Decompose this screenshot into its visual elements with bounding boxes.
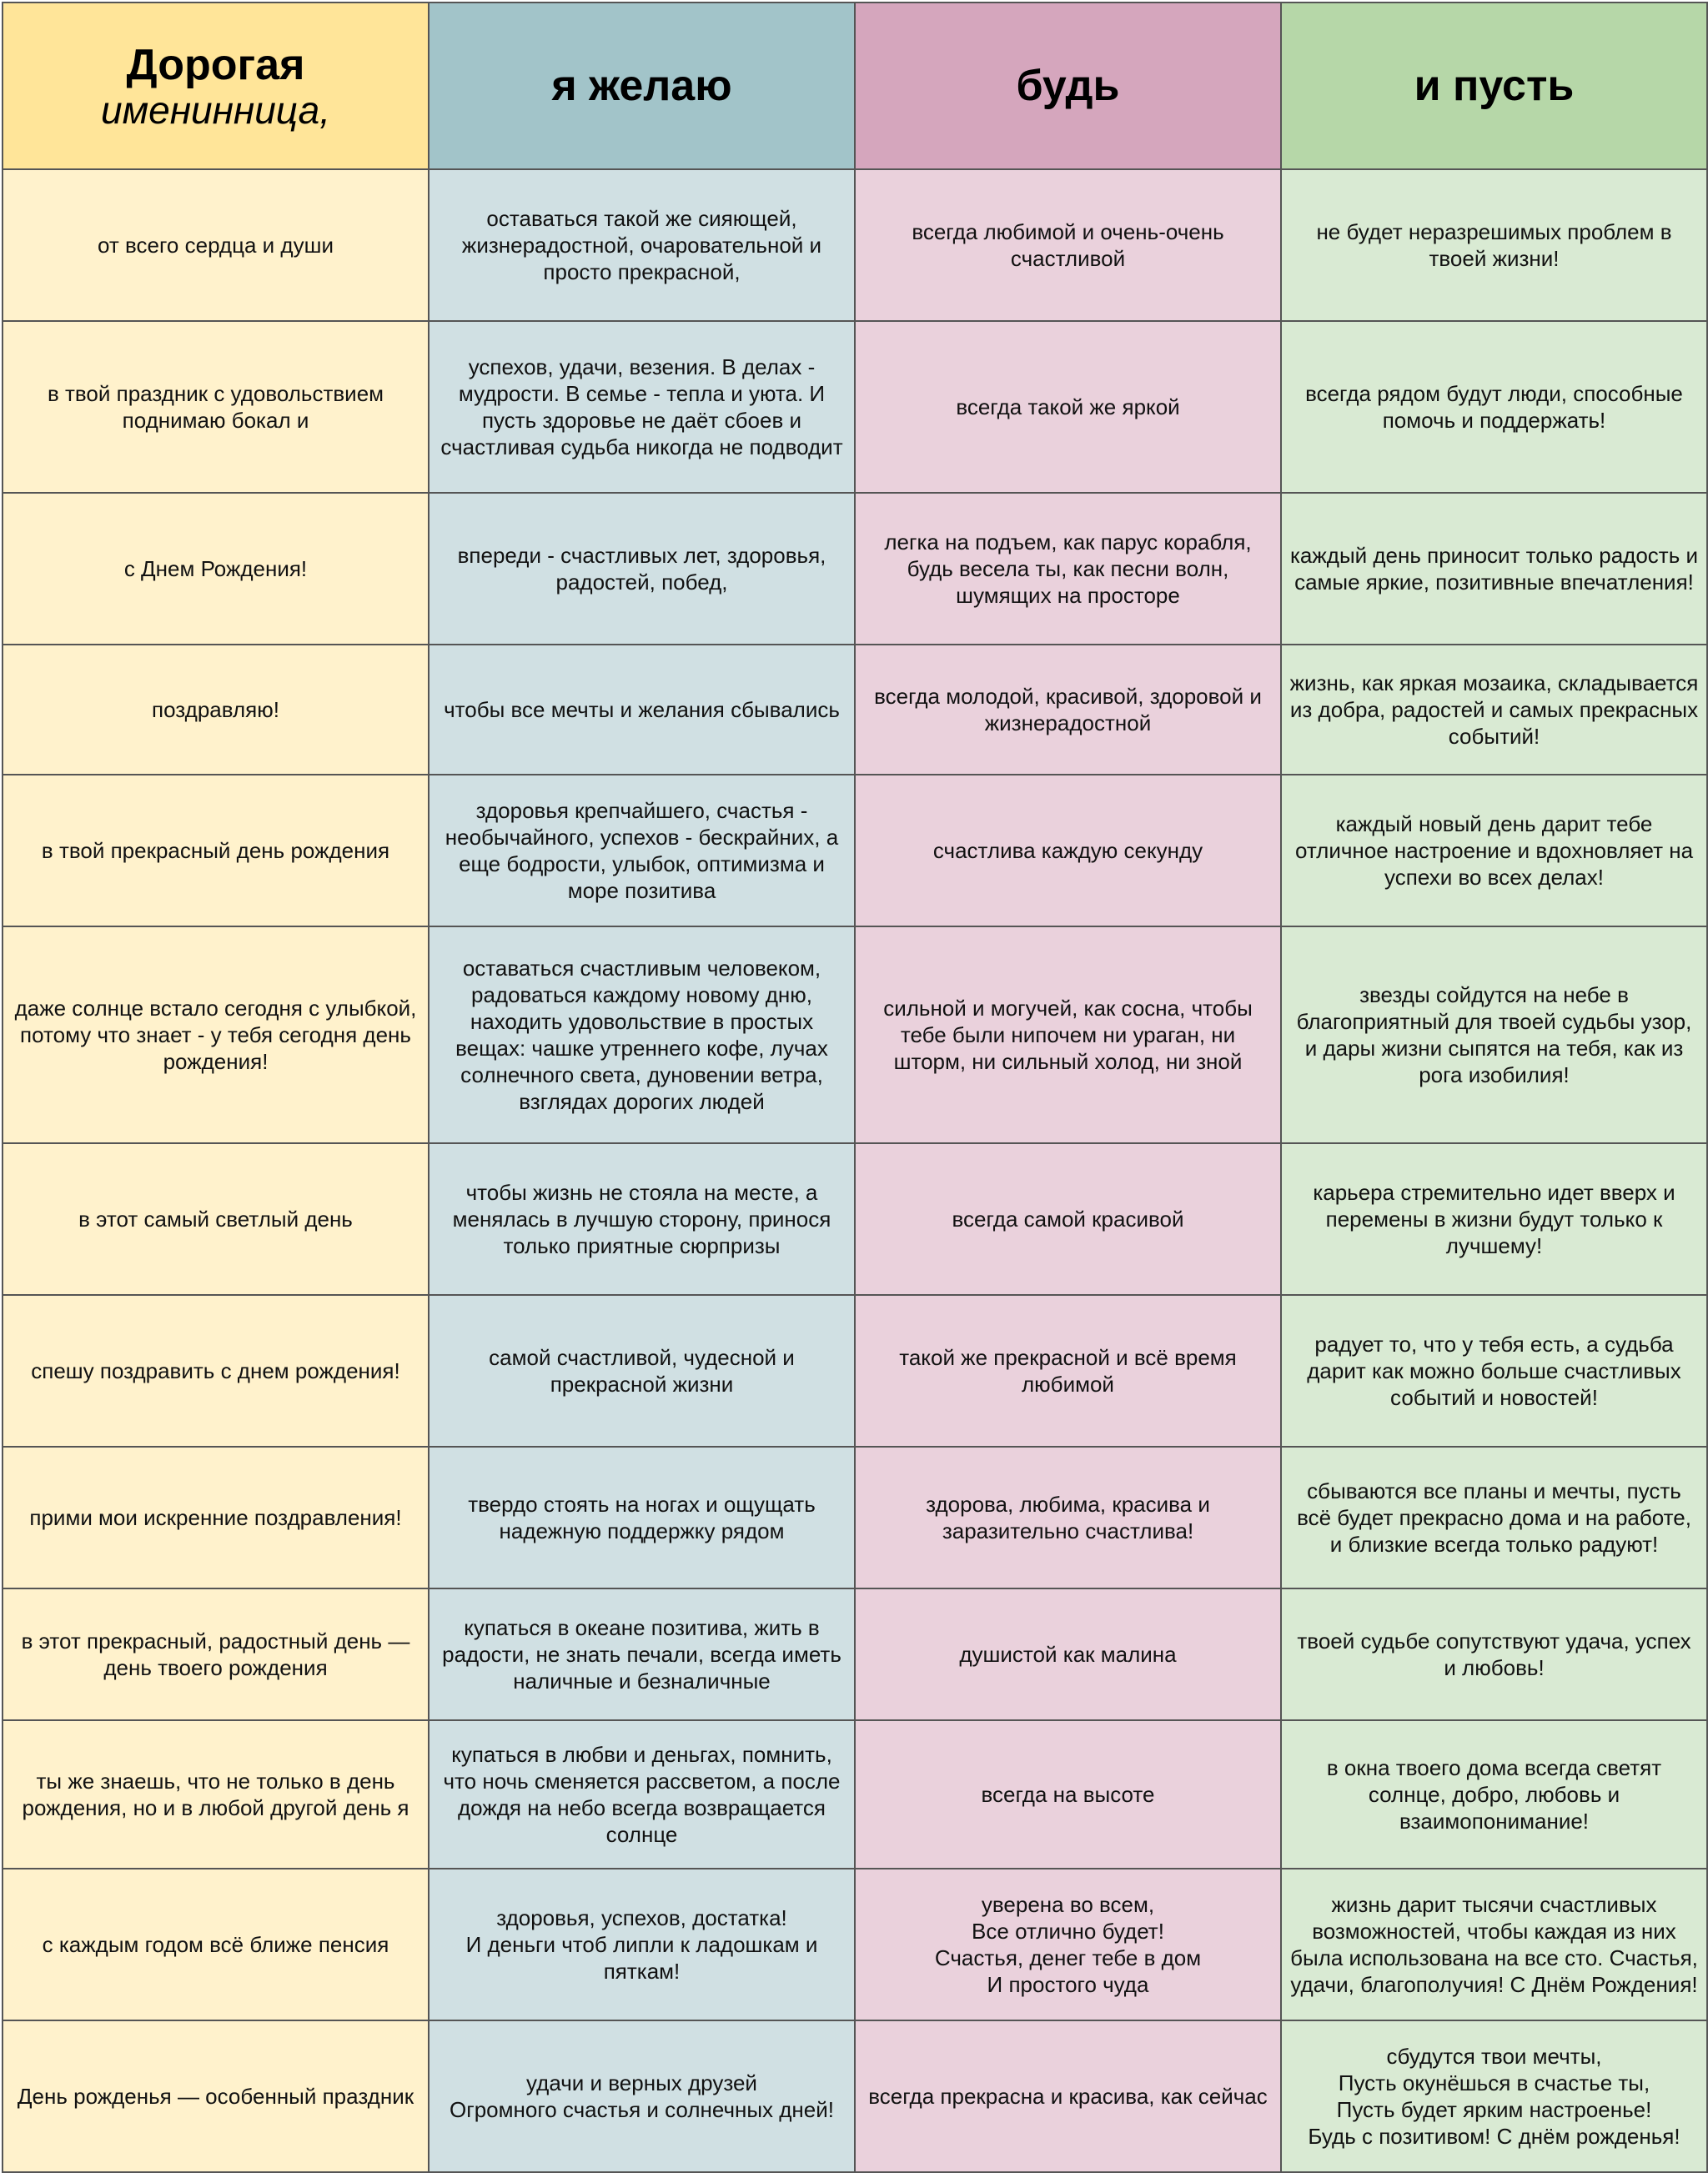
wishes-table <box>2 2 1708 2173</box>
cell-be: всегда самой красивой <box>855 1143 1281 1295</box>
cell-greeting: спешу поздравить с днем рождения! <box>3 1295 429 1447</box>
cell-be: всегда на высоте <box>855 1720 1281 1869</box>
cell-greeting: даже солнце встало сегодня с улыбкой, потому что знает - у тебя сегодня день рождения! <box>3 926 429 1143</box>
cell-wish: успехов, удачи, везения. В делах - мудрости. В семье - тепла и уюта. И пусть здоровье не даёт сбоев и счастливая судьба никогда не подводит <box>429 321 855 493</box>
header-col3: будь <box>855 3 1281 169</box>
table-row <box>3 1720 1707 1869</box>
cell-greeting: в твой праздник с удовольствием поднимаю бокал и <box>3 321 429 493</box>
header-col2: я желаю <box>429 3 855 169</box>
cell-wish: оставаться счастливым человеком, радоваться каждому новому дню, находить удовольствие в простых вещах: чашке утреннего кофе, лучах солнечного света, дуновении ветра, взглядах дорогих людей <box>429 926 855 1143</box>
cell-let: жизнь дарит тысячи счастливых возможностей, чтобы каждая из них была использована на все сто. Счастья, удачи, благополучия! С Днём Рождения! <box>1281 1869 1707 2020</box>
cell-greeting: в этот самый светлый день <box>3 1143 429 1295</box>
cell-be: душистой как малина <box>855 1588 1281 1720</box>
cell-be: счастлива каждую секунду <box>855 775 1281 926</box>
header-col1 <box>3 3 429 169</box>
cell-greeting: с Днем Рождения! <box>3 493 429 645</box>
cell-wish: твердо стоять на ногах и ощущать надежную поддержку рядом <box>429 1447 855 1588</box>
cell-be: такой же прекрасной и всё время любимой <box>855 1295 1281 1447</box>
cell-be: сильной и могучей, как сосна, чтобы тебе были нипочем ни ураган, ни шторм, ни сильный холод, ни зной <box>855 926 1281 1143</box>
cell-let: жизнь, как яркая мозаика, складывается из добра, радостей и самых прекрасных событий! <box>1281 645 1707 775</box>
cell-wish: самой счастливой, чудесной и прекрасной жизни <box>429 1295 855 1447</box>
table-header <box>3 3 1707 169</box>
cell-let: звезды сойдутся на небе в благоприятный для твоей судьбы узор, и дары жизни сыпятся на тебя, как из рога изобилия! <box>1281 926 1707 1143</box>
table-row <box>3 2020 1707 2172</box>
cell-greeting: в твой прекрасный день рождения <box>3 775 429 926</box>
table-row <box>3 493 1707 645</box>
cell-wish: чтобы жизнь не стояла на месте, а менялась в лучшую сторону, принося только приятные сюрпризы <box>429 1143 855 1295</box>
cell-let: твоей судьбе сопутствуют удача, успех и любовь! <box>1281 1588 1707 1720</box>
table-row <box>3 1588 1707 1720</box>
table-row <box>3 1295 1707 1447</box>
table-row <box>3 1143 1707 1295</box>
cell-wish: впереди - счастливых лет, здоровья, радостей, побед, <box>429 493 855 645</box>
cell-let: в окна твоего дома всегда светят солнце, добро, любовь и взаимопонимание! <box>1281 1720 1707 1869</box>
cell-wish: оставаться такой же сияющей, жизнерадостной, очаровательной и просто прекрасной, <box>429 169 855 321</box>
table-row <box>3 1447 1707 1588</box>
cell-be: всегда любимой и очень-очень счастливой <box>855 169 1281 321</box>
table-row <box>3 926 1707 1143</box>
cell-wish: купаться в любви и деньгах, помнить, что ночь сменяется рассветом, а после дождя на небо всегда возвращается солнце <box>429 1720 855 1869</box>
cell-greeting: от всего сердца и души <box>3 169 429 321</box>
cell-wish: удачи и верных друзей Огромного счастья и солнечных дней! <box>429 2020 855 2172</box>
cell-let: сбудутся твои мечты, Пусть окунёшься в счастье ты, Пусть будет ярким настроенье! Будь с позитивом! С днём рожденья! <box>1281 2020 1707 2172</box>
cell-be: уверена во всем, Все отлично будет! Счастья, денег тебе в дом И простого чуда <box>855 1869 1281 2020</box>
cell-be: всегда такой же яркой <box>855 321 1281 493</box>
cell-let: карьера стремительно идет вверх и перемены в жизни будут только к лучшему! <box>1281 1143 1707 1295</box>
cell-greeting: поздравляю! <box>3 645 429 775</box>
wishes-table-wrapper <box>2 2 1706 2170</box>
cell-let: каждый новый день дарит тебе отличное настроение и вдохновляет на успехи во всех делах! <box>1281 775 1707 926</box>
cell-let: сбываются все планы и мечты, пусть всё будет прекрасно дома и на работе, и близкие всегда только радуют! <box>1281 1447 1707 1588</box>
cell-be: легка на подъем, как парус корабля, будь весела ты, как песни волн, шумящих на просторе <box>855 493 1281 645</box>
cell-greeting: ты же знаешь, что не только в день рождения, но и в любой другой день я <box>3 1720 429 1869</box>
header-col4: и пусть <box>1281 3 1707 169</box>
cell-let: всегда рядом будут люди, способные помочь и поддержать! <box>1281 321 1707 493</box>
cell-greeting: прими мои искренние поздравления! <box>3 1447 429 1588</box>
cell-wish: здоровья, успехов, достатка! И деньги чтоб липли к ладошкам и пяткам! <box>429 1869 855 2020</box>
cell-be: здорова, любима, красива и заразительно счастлива! <box>855 1447 1281 1588</box>
table-body <box>3 169 1707 2172</box>
table-row <box>3 321 1707 493</box>
header-row <box>3 3 1707 169</box>
header-col1-subtitle: именинница, <box>101 88 330 132</box>
cell-let: не будет неразрешимых проблем в твоей жизни! <box>1281 169 1707 321</box>
cell-be: всегда молодой, красивой, здоровой и жизнерадостной <box>855 645 1281 775</box>
cell-greeting: с каждым годом всё ближе пенсия <box>3 1869 429 2020</box>
table-row <box>3 1869 1707 2020</box>
cell-wish: чтобы все мечты и желания сбывались <box>429 645 855 775</box>
cell-let: радует то, что у тебя есть, а судьба дарит как можно больше счастливых событий и новостей! <box>1281 1295 1707 1447</box>
cell-be: всегда прекрасна и красива, как сейчас <box>855 2020 1281 2172</box>
cell-let: каждый день приносит только радость и самые яркие, позитивные впечатления! <box>1281 493 1707 645</box>
table-row <box>3 775 1707 926</box>
cell-wish: здоровья крепчайшего, счастья - необычайного, успехов - бескрайних, а еще бодрости, улыбок, оптимизма и море позитива <box>429 775 855 926</box>
table-row <box>3 169 1707 321</box>
cell-wish: купаться в океане позитива, жить в радости, не знать печали, всегда иметь наличные и безналичные <box>429 1588 855 1720</box>
header-col1-title: Дорогая <box>126 41 305 89</box>
cell-greeting: День рожденья — особенный праздник <box>3 2020 429 2172</box>
cell-greeting: в этот прекрасный, радостный день — день твоего рождения <box>3 1588 429 1720</box>
table-row <box>3 645 1707 775</box>
